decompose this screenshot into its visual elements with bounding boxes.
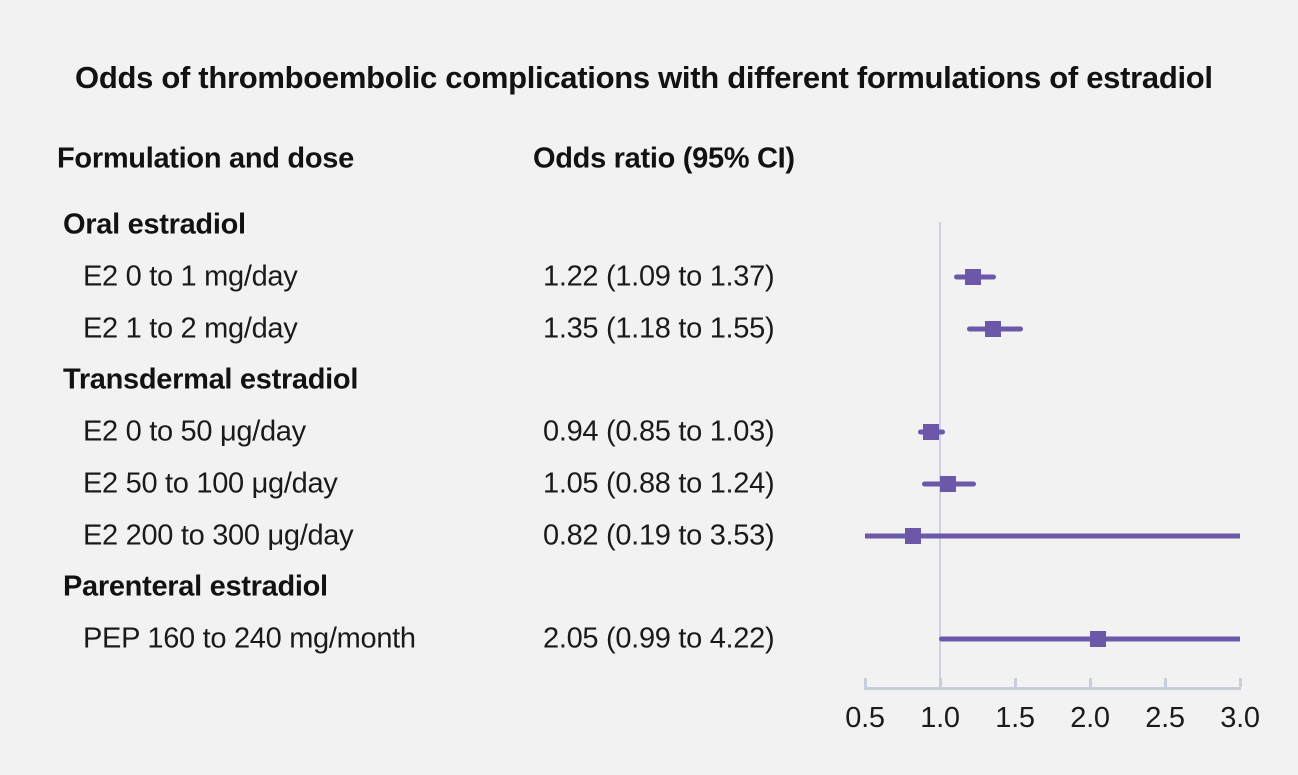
x-axis-tick-label: 3.0 bbox=[1220, 702, 1260, 734]
x-axis-tick-label: 2.0 bbox=[1070, 702, 1110, 734]
reference-line bbox=[939, 222, 942, 687]
x-axis-tick bbox=[1239, 678, 1242, 687]
x-axis-tick bbox=[1089, 678, 1092, 687]
item-label: E2 1 to 2 mg/day bbox=[83, 312, 298, 344]
group-label: Parenteral estradiol bbox=[63, 570, 328, 603]
x-axis-tick-label: 2.5 bbox=[1145, 702, 1185, 734]
x-axis-tick bbox=[1164, 678, 1167, 687]
x-axis-tick bbox=[939, 678, 942, 687]
chart-title: Odds of thromboembolic complications with different formulations of estradiol bbox=[75, 60, 1213, 95]
odds-ratio-value: 2.05 (0.99 to 4.22) bbox=[543, 622, 775, 655]
odds-ratio-value: 1.35 (1.18 to 1.55) bbox=[543, 312, 775, 344]
odds-ratio-marker bbox=[985, 321, 1001, 337]
x-axis-line bbox=[864, 687, 1241, 690]
item-label: PEP 160 to 240 mg/month bbox=[83, 622, 416, 655]
odds-ratio-marker bbox=[905, 528, 921, 544]
odds-ratio-value: 1.22 (1.09 to 1.37) bbox=[543, 260, 775, 293]
x-axis-tick-label: 1.5 bbox=[995, 702, 1035, 734]
odds-ratio-value: 0.94 (0.85 to 1.03) bbox=[543, 415, 775, 448]
x-axis-tick bbox=[864, 678, 867, 687]
item-label: E2 0 to 50 μg/day bbox=[83, 415, 306, 448]
confidence-interval-line bbox=[865, 533, 1240, 538]
item-label: E2 200 to 300 μg/day bbox=[83, 519, 354, 551]
x-axis-tick bbox=[1014, 678, 1017, 687]
item-label: E2 0 to 1 mg/day bbox=[83, 260, 298, 293]
x-axis-tick-label: 1.0 bbox=[920, 702, 960, 734]
x-axis-tick-label: 0.5 bbox=[845, 702, 885, 734]
group-label: Oral estradiol bbox=[63, 208, 246, 241]
group-label: Transdermal estradiol bbox=[63, 363, 359, 396]
odds-ratio-value: 1.05 (0.88 to 1.24) bbox=[543, 467, 775, 500]
odds-ratio-marker bbox=[1090, 631, 1106, 647]
column-header-formulation: Formulation and dose bbox=[57, 142, 354, 175]
odds-ratio-marker bbox=[965, 269, 981, 285]
item-label: E2 50 to 100 μg/day bbox=[83, 467, 338, 500]
odds-ratio-marker bbox=[923, 424, 939, 440]
column-header-odds-ratio: Odds ratio (95% CI) bbox=[533, 142, 795, 175]
odds-ratio-value: 0.82 (0.19 to 3.53) bbox=[543, 519, 775, 551]
odds-ratio-marker bbox=[940, 476, 956, 492]
